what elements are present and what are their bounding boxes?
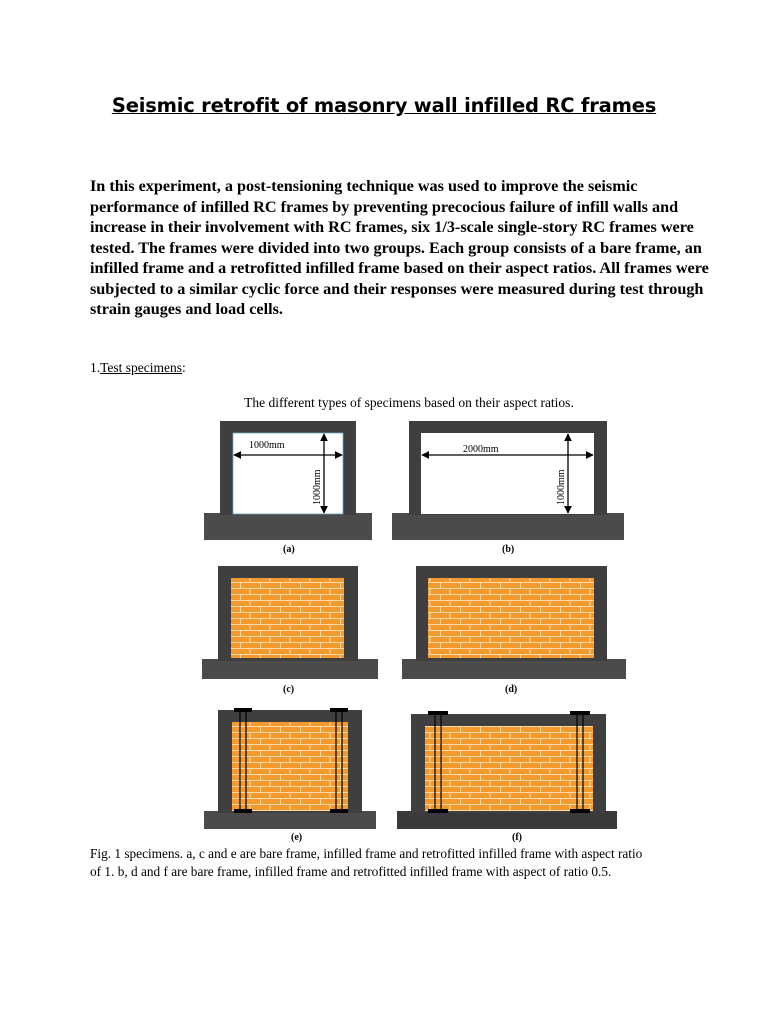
panel-c [202,566,378,695]
panel-label: (b) [502,544,515,555]
anchor-plate [330,809,348,813]
foundation-beam [402,659,626,679]
section-colon: : [182,360,186,375]
intro-line: performance of infilled RC frames by preventing precocious failure of infill walls and [90,197,679,216]
page-title: Seismic retrofit of masonry wall infilled RC frames [111,94,657,117]
panel-e [204,708,376,843]
intro-line: strain gauges and load cells. [90,300,283,318]
panel-d [402,566,626,695]
anchor-plate [570,809,590,813]
panel-label: (a) [283,544,295,555]
panel-label: (c) [283,684,295,695]
section-number: 1. [90,360,101,375]
panel-label: (f) [512,832,522,843]
masonry-infill [428,578,594,658]
foundation-beam [204,811,376,829]
panel-b [392,421,624,555]
intro-line: increase in their involvement with RC frames, six 1/3-scale single-story RC frames were [90,218,694,236]
intro-line: tested. The frames were divided into two groups. Each group consists of a bare frame, an [90,238,702,257]
section-title: Test specimens [100,360,183,375]
caption-line: of 1. b, d and f are bare frame, infilled frame and retrofitted infilled frame with aspect of ratio 0.5. [90,864,612,879]
anchor-plate [234,809,252,813]
anchor-plate [234,708,252,712]
intro-line: infilled frame and a retrofitted infilled frame based on their aspect ratios. All frames were [90,259,709,277]
anchor-plate [330,708,348,712]
anchor-plate [428,711,448,715]
panel-a [204,421,372,555]
masonry-infill [231,578,344,658]
anchor-plate [570,711,590,715]
panel-f [397,711,617,843]
intro-line: In this experiment, a post-tensioning technique was used to improve the seismic [90,177,638,195]
foundation-beam [202,659,378,679]
figure-title: The different types of specimens based on their aspect ratios. [244,395,574,410]
height-dimension-label: 1000mm [312,469,323,505]
foundation-beam [204,513,372,540]
anchor-plate [428,809,448,813]
foundation-beam [397,811,617,829]
height-dimension-label: 1000mm [556,469,567,505]
masonry-infill [425,726,593,811]
panel-label: (e) [291,832,303,843]
panel-label: (d) [505,684,518,695]
width-dimension-label: 1000mm [249,440,285,451]
width-dimension-label: 2000mm [463,444,499,455]
caption-line: Fig. 1 specimens. a, c and e are bare frame, infilled frame and retrofitted infilled frame with aspect ratio [90,846,643,861]
figure-caption [90,845,740,881]
foundation-beam [392,513,624,540]
masonry-infill [232,722,348,811]
intro-line: subjected to a similar cyclic force and their responses were measured during test through [90,279,704,298]
